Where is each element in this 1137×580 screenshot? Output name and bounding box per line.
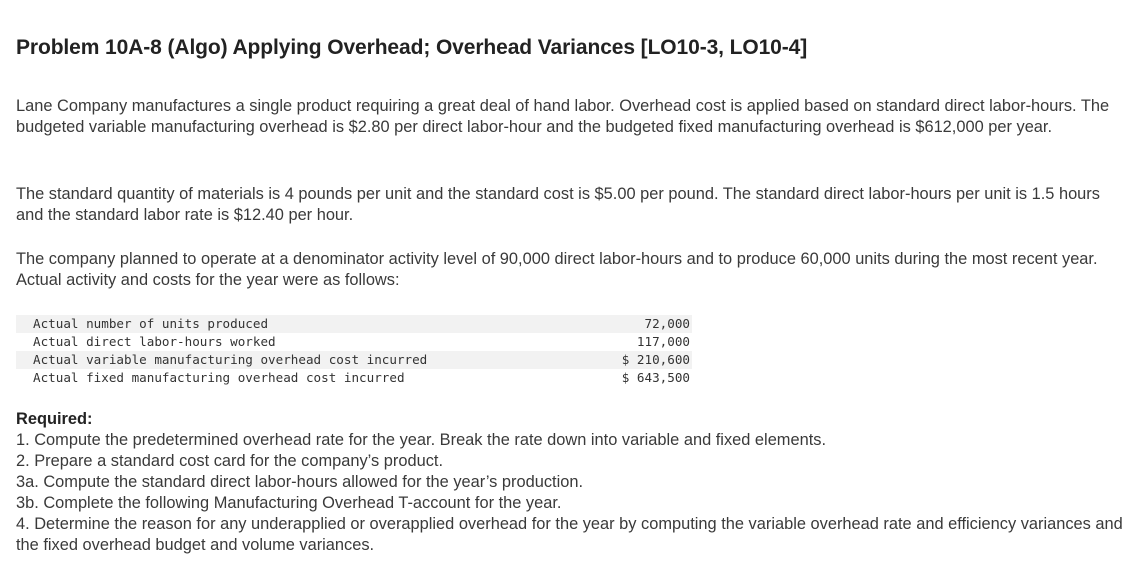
table-row-label: Actual fixed manufacturing overhead cost incurred (33, 370, 405, 385)
table-row-label: Actual direct labor-hours worked (33, 334, 276, 349)
intro-paragraph: Lane Company manufactures a single product requiring a great deal of hand labor. Overhead cost is applied based on standard direct labor-hours. The budgeted variable manufacturing overhead is $2.80 per direct labor-hour and the budgeted fixed manufacturing overhead is $612,000 per year. (16, 97, 1110, 136)
required-item-2: 2. Prepare a standard cost card for the company’s product. (16, 452, 443, 470)
activity-paragraph: The company planned to operate at a denominator activity level of 90,000 direct labor-hours and to produce 60,000 units during the most recent year. Actual activity and costs for the year were as follows: (16, 250, 1098, 289)
required-item-1: 1. Compute the predetermined overhead rate for the year. Break the rate down into variable and fixed elements. (16, 431, 826, 449)
problem-title: Problem 10A-8 (Algo) Applying Overhead; Overhead Variances [LO10-3, LO10-4] (16, 36, 808, 59)
table-row-value: $ 643,500 (621, 370, 690, 385)
table-row (16, 351, 692, 369)
table-row-label: Actual number of units produced (16, 315, 588, 333)
actuals-table (16, 315, 692, 387)
table-row (16, 315, 692, 333)
required-heading: Required: (16, 410, 93, 428)
table-row (16, 369, 692, 387)
table-row-value: $ 210,600 (588, 351, 692, 369)
table-row-value: 117,000 (636, 334, 690, 349)
required-item-4: 4. Determine the reason for any underapplied or overapplied overhead for the year by computing the variable overhead rate and efficiency variances and the fixed overhead budget and volume variances. (16, 515, 1123, 554)
standards-paragraph: The standard quantity of materials is 4 pounds per unit and the standard cost is $5.00 per pound. The standard direct labor-hours per unit is 1.5 hours and the standard labor rate is $12.40 per hour. (16, 185, 1100, 224)
table-row-value: 72,000 (588, 315, 692, 333)
table-row-label: Actual variable manufacturing overhead cost incurred (16, 351, 588, 369)
required-item-3a: 3a. Compute the standard direct labor-hours allowed for the year’s production. (16, 473, 584, 491)
table-row (16, 333, 692, 351)
required-section (16, 409, 1124, 556)
required-item-3b: 3b. Complete the following Manufacturing Overhead T-account for the year. (16, 494, 562, 512)
